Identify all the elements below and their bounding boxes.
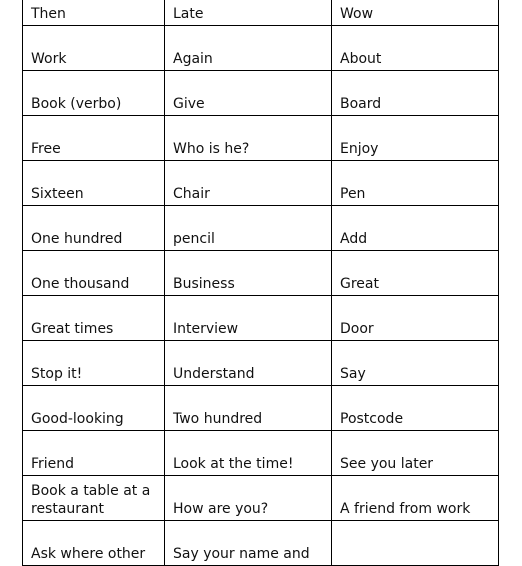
table-row (23, 161, 499, 206)
table-cell: Postcode (332, 386, 499, 431)
table-row (23, 476, 499, 521)
table-row (23, 0, 499, 26)
table-cell: Interview (165, 296, 332, 341)
table-cell: Enjoy (332, 116, 499, 161)
table-cell (332, 521, 499, 566)
table-row (23, 116, 499, 161)
table-row (23, 251, 499, 296)
table-cell: Give (165, 71, 332, 116)
table-cell: Great times (23, 296, 165, 341)
table-cell: Then (23, 0, 165, 26)
table-cell: Door (332, 296, 499, 341)
table-row (23, 341, 499, 386)
table-cell: A friend from work (332, 476, 499, 521)
table-cell: Say (332, 341, 499, 386)
table-cell: Stop it! (23, 341, 165, 386)
table-cell: Say your name and (165, 521, 332, 566)
table-cell: One hundred (23, 206, 165, 251)
table-cell: Chair (165, 161, 332, 206)
table-row (23, 386, 499, 431)
table-cell: About (332, 26, 499, 71)
table-cell: Work (23, 26, 165, 71)
table-cell: Two hundred (165, 386, 332, 431)
table-cell: Good-looking (23, 386, 165, 431)
table-row (23, 26, 499, 71)
table-cell: Who is he? (165, 116, 332, 161)
table-cell: Board (332, 71, 499, 116)
table-cell: Late (165, 0, 332, 26)
table-cell: One thousand (23, 251, 165, 296)
table-row (23, 206, 499, 251)
table-cell: Sixteen (23, 161, 165, 206)
table-cell: Look at the time! (165, 431, 332, 476)
vocabulary-table (22, 0, 499, 566)
table-cell: Again (165, 26, 332, 71)
table-cell: Ask where other (23, 521, 165, 566)
table-cell: Friend (23, 431, 165, 476)
vocabulary-table-body (23, 0, 499, 566)
table-row (23, 296, 499, 341)
table-cell: Free (23, 116, 165, 161)
table-row (23, 521, 499, 566)
table-cell: Add (332, 206, 499, 251)
table-row (23, 71, 499, 116)
table-cell: See you later (332, 431, 499, 476)
table-cell: Business (165, 251, 332, 296)
table-cell: Pen (332, 161, 499, 206)
table-cell: Wow (332, 0, 499, 26)
table-cell: Understand (165, 341, 332, 386)
table-cell: Book (verbo) (23, 71, 165, 116)
table-cell: Book a table at a restaurant (23, 476, 165, 521)
table-cell: Great (332, 251, 499, 296)
table-cell: pencil (165, 206, 332, 251)
table-row (23, 431, 499, 476)
table-cell: How are you? (165, 476, 332, 521)
